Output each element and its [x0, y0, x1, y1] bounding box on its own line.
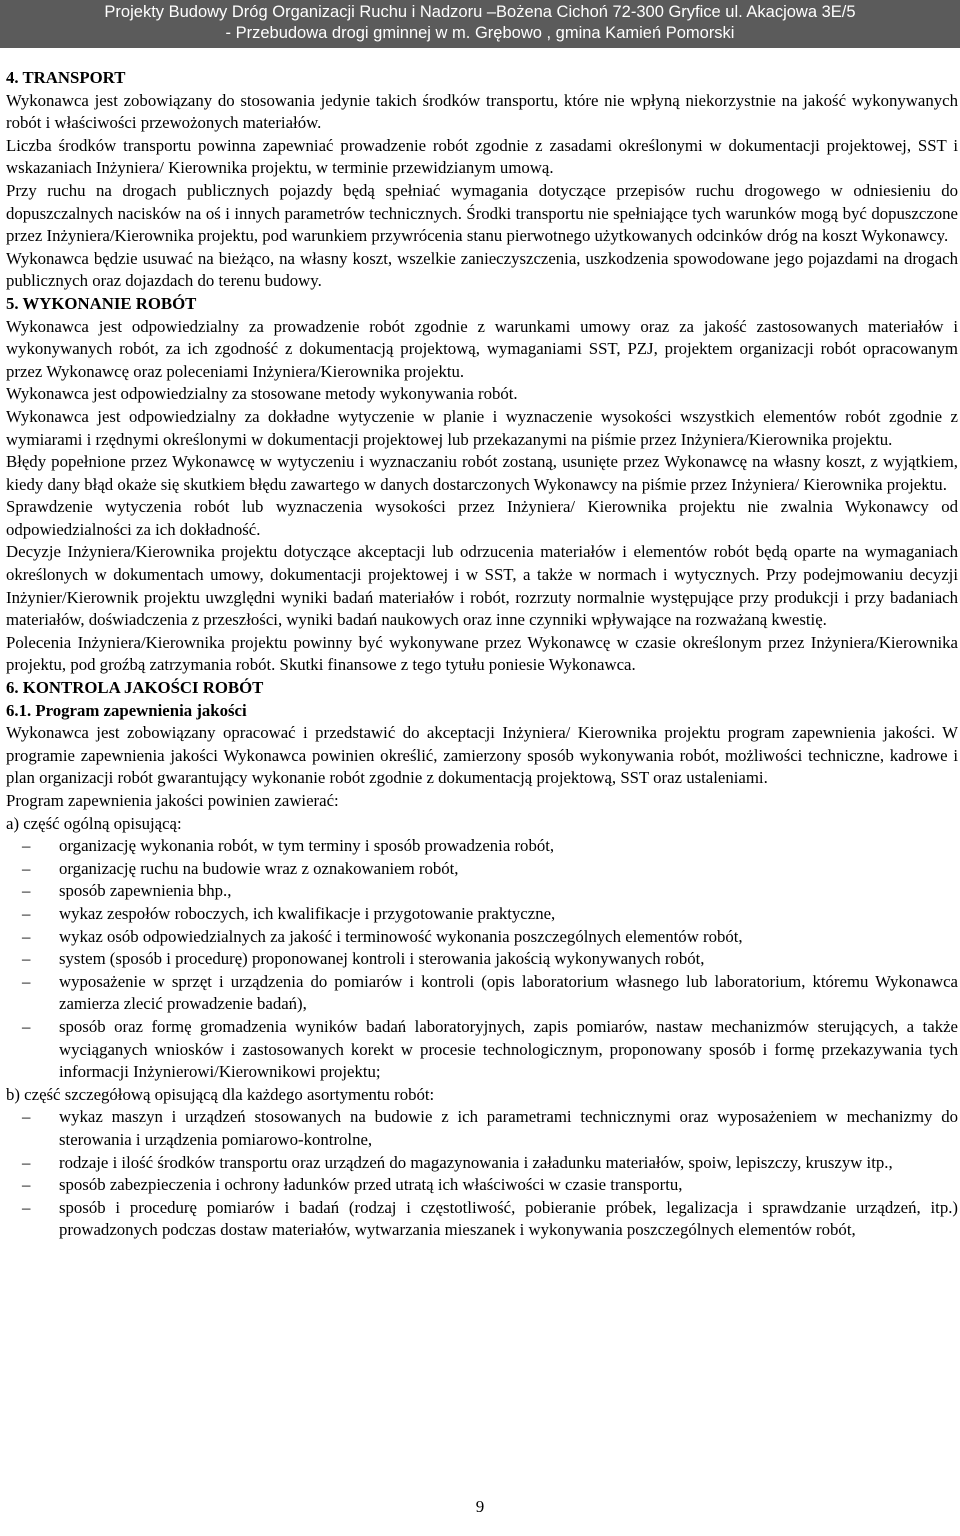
list-a [6, 835, 958, 1084]
section-heading-transport: 4. TRANSPORT [6, 68, 126, 87]
page-header [0, 0, 960, 48]
list-item: – rodzaje i ilość środków transportu oraz urządzeń do magazynowania i załadunku materiałów, spoiw, lepiszczy, kruszyw itp., [6, 1152, 958, 1175]
dash-bullet: – [22, 926, 31, 946]
dash-bullet: – [22, 858, 31, 878]
paragraph: Polecenia Inżyniera/Kierownika projektu powinny być wykonywane przez Wykonawcę w czasie określonym przez Inżyniera/Kierownika projektu, pod groźbą zatrzymania robót. Skutki finansowe z tego tytułu poniesie Wykonawca. [6, 632, 958, 675]
list-item: – sposób i procedurę pomiarów i badań (rodzaj i częstotliwość, pobieranie próbek, legalizacja i sprawdzanie urządzeń, itp.) prowadzonych podczas dostaw materiałów, wytwarzania mieszanek i wykonywania poszczególnych elementów robót, [22, 1197, 958, 1240]
list-item: – system (sposób i procedurę) proponowanej kontroli i sterowania jakością wykonywanych robót, [6, 948, 958, 971]
document-body [6, 67, 958, 1242]
list-b-title: b) część szczegółową opisującą dla każdego asortymentu robót: [6, 1084, 435, 1104]
dash-bullet: – [22, 1175, 31, 1195]
dash-bullet: – [22, 949, 31, 969]
list-item: – wyposażenie w sprzęt i urządzenia do pomiarów i kontroli (opis laboratorium własnego lub laboratorium, któremu Wykonawca zamierza zlecić prowadzenie badań), [22, 971, 958, 1014]
paragraph: Program zapewnienia jakości powinien zawierać: [6, 791, 339, 810]
list-item: – organizację ruchu na budowie wraz z oznakowaniem robót, [6, 858, 958, 881]
list-item: – wykaz osób odpowiedzialnych za jakość i terminowość wykonania poszczególnych elementów robót, [6, 926, 958, 949]
dash-bullet: – [22, 1016, 31, 1036]
list-a-title: a) część ogólną opisującą: [6, 813, 182, 833]
section-heading-wykonanie: 5. WYKONANIE ROBÓT [6, 293, 197, 313]
list-item: – sposób zapewnienia bhp., [6, 880, 958, 903]
paragraph: Wykonawca jest zobowiązany opracować i przedstawić do akceptacji Inżyniera/ Kierownika projektu program zapewnienia jakości. W programie zapewnienia jakości Wykonawca powinien określić, zamierzony sposób wykonywania robót, możliwości techniczne, kadrowe i plan organizacji robót gwarantujący wykonanie robót zgodnie z dokumentacją projektową, SST oraz ustaleniami. [6, 723, 958, 788]
paragraph: Liczba środków transportu powinna zapewniać prowadzenie robót zgodnie z zasadami określonymi w dokumentacji projektowej, SST i wskazaniach Inżyniera/ Kierownika projektu, w terminie przewidzianym umową. [6, 135, 958, 178]
page-number: 9 [475, 1497, 485, 1516]
header-line-1: Projekty Budowy Dróg Organizacji Ruchu i Nadzoru –Bożena Cichoń 72-300 Gryfice ul. Akacjowa 3E/5 [104, 3, 856, 21]
list-item: – organizację wykonania robót, w tym terminy i sposób prowadzenia robót, [6, 835, 958, 858]
paragraph: Wykonawca jest odpowiedzialny za stosowane metody wykonywania robót. [6, 384, 518, 404]
dash-bullet: – [22, 1197, 31, 1217]
dash-bullet: – [22, 903, 31, 923]
subsection-heading-program: 6.1. Program zapewnienia jakości [6, 700, 247, 720]
header-line-2: - Przebudowa drogi gminnej w m. Grębowo , gmina Kamień Pomorski [225, 24, 735, 42]
dash-bullet: – [22, 881, 31, 901]
paragraph: Decyzje Inżyniera/Kierownika projektu dotyczące akceptacji lub odrzucenia materiałów i elementów robót będą oparte na wymaganiach określonych w dokumentach umowy, dokumentacji projektowej i w SST, a także w normach i wytycznych. Przy podejmowaniu decyzji Inżynier/Kierownik projektu uwzględni wyniki badań materiałów i robót, rozrzuty normalnie występujące przy produkcji i przy badaniach materiałów, doświadczenia z przeszłości, wyniki badań naukowych oraz inne czynniki wpływające na rozważaną kwestię. [6, 542, 958, 630]
dash-bullet: – [22, 836, 31, 856]
dash-bullet: – [22, 971, 31, 991]
list-item: – sposób zabezpieczenia i ochrony ładunków przed utratą ich właściwości w czasie transportu, [6, 1174, 958, 1197]
list-item: – sposób oraz formę gromadzenia wyników badań laboratoryjnych, zapis pomiarów, nastaw mechanizmów sterujących, a także wyciąganych wniosków i zastosowanych korekt w procesie technologicznym, proponowany sposób i formę przekazywania tych informacji Inżynierowi/Kierownikowi projektu; [22, 1016, 958, 1082]
paragraph: Wykonawca będzie usuwać na bieżąco, na własny koszt, wszelkie zanieczyszczenia, uszkodzenia spowodowane jego pojazdami na drogach publicznych oraz dojazdach do terenu budowy. [6, 248, 958, 291]
paragraph: Błędy popełnione przez Wykonawcę w wytyczeniu i wyznaczaniu robót zostaną, usunięte przez Wykonawcę na własny koszt, z wyjątkiem, kiedy dany błąd okaże się skutkiem błędu zawartego w danych dostarczonych Wykonawcy na piśmie przez Inżyniera/ Kierownika projektu. [6, 452, 958, 494]
list-item: – wykaz maszyn i urządzeń stosowanych na budowie z ich parametrami technicznymi oraz wyposażeniem w mechanizmy do sterowania i urządzenia pomiarowo-kontrolne, [22, 1107, 958, 1149]
list-item: – wykaz zespołów roboczych, ich kwalifikacje i przygotowanie praktyczne, [6, 903, 958, 926]
paragraph: Sprawdzenie wytyczenia robót lub wyznaczenia wysokości przez Inżyniera/ Kierownika projektu nie zwalnia Wykonawcy od odpowiedzialności za ich dokładność. [6, 497, 958, 539]
dash-bullet: – [22, 1107, 31, 1127]
dash-bullet: – [22, 1152, 31, 1172]
paragraph: Przy ruchu na drogach publicznych pojazdy będą spełniać wymagania dotyczące przepisów ruchu drogowego w odniesieniu do dopuszczalnych nacisków na oś i innych parametrów technicznych. Środki transportu nie spełniające tych warunków mogą być dopuszczone przez Inżyniera/Kierownika projektu, pod warunkiem przywrócenia stanu pierwotnego użytkowanych odcinków dróg na koszt Wykonawcy. [6, 180, 958, 246]
paragraph: Wykonawca jest odpowiedzialny za dokładne wytyczenie w planie i wyznaczenie wysokości wszystkich elementów robót zgodnie z wymiarami i rzędnymi określonymi w dokumentacji projektowej lub przekazanymi na piśmie przez Inżyniera/Kierownika projektu. [6, 406, 958, 449]
paragraph: Wykonawca jest zobowiązany do stosowania jedynie takich środków transportu, które nie wpłyną niekorzystnie na jakość wykonywanych robót i właściwości przewożonych materiałów. [6, 90, 958, 133]
list-b [6, 1106, 958, 1242]
section-heading-kontrola: 6. KONTROLA JAKOŚCI ROBÓT [6, 678, 264, 698]
paragraph: Wykonawca jest odpowiedzialny za prowadzenie robót zgodnie z warunkami umowy oraz za jakość zastosowanych materiałów i wykonywanych robót, za ich zgodność z dokumentacją projektową, wymaganiami SST, PZJ, projektem organizacji robót opracowanym przez Wykonawcę oraz poleceniami Inżyniera/Kierownika projektu. [6, 316, 958, 381]
